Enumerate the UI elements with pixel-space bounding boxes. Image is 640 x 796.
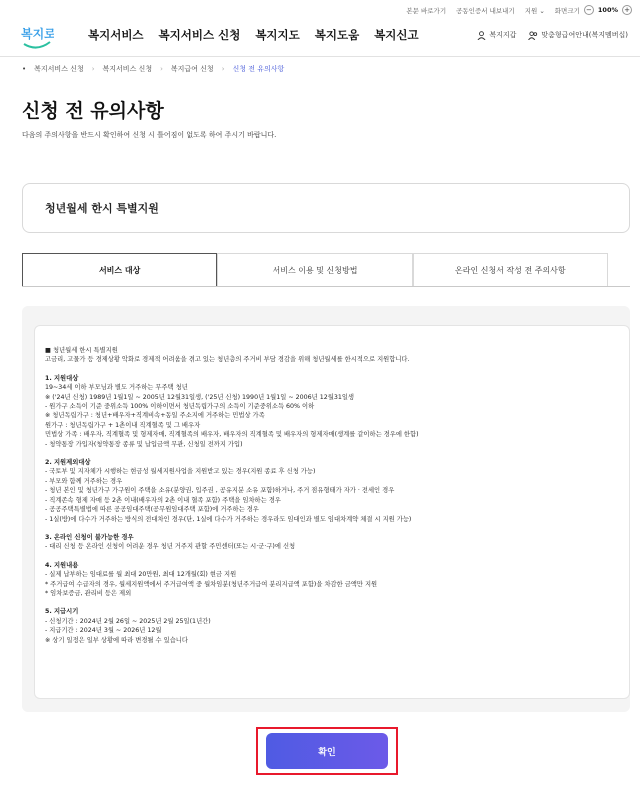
breadcrumb-separator: › bbox=[91, 65, 95, 73]
tab-bar bbox=[22, 253, 608, 287]
content-line: 고금리, 고물가 등 경제상황 악화로 경제적 어려움을 겪고 있는 청년층의 주거비 부담 경감을 위해 청년월세를 한시적으로 지원합니다. bbox=[45, 356, 410, 364]
zoom-value: 100% bbox=[597, 6, 618, 14]
content-line: 원가구 : 청년독립가구 + 1촌이내 직계혈족 및 그 배우자 bbox=[45, 421, 201, 429]
service-name: 청년월세 한시 특별지원 bbox=[45, 202, 159, 215]
breadcrumb-separator: › bbox=[160, 65, 163, 73]
user-icon bbox=[477, 31, 486, 40]
export-certificate-link[interactable]: 공동인증서 내보내기 bbox=[456, 6, 515, 15]
content-spacer bbox=[45, 598, 619, 607]
membership-label: 맞춤형급여안내(복지멤버십) bbox=[541, 31, 628, 39]
content-spacer bbox=[45, 552, 619, 561]
breadcrumb-item-1[interactable]: 복지서비스 신청 bbox=[34, 65, 84, 73]
logo-text: 복지로 bbox=[21, 27, 54, 41]
menu-welfare-service[interactable]: 복지서비스 bbox=[88, 28, 144, 42]
bokjiro-logo[interactable] bbox=[20, 22, 54, 52]
content-line: - 신청기간 : 2024년 2월 26일 ~ 2025년 2월 25일(1년간) bbox=[45, 617, 211, 625]
main-menu bbox=[88, 27, 419, 43]
service-target-content bbox=[34, 325, 630, 699]
breadcrumb-separator: › bbox=[221, 65, 225, 73]
content-line: - 대리 신청 등 온라인 신청이 어려운 경우 청년 거주지 관할 주민센터(또는 시·군·구)에 신청 bbox=[45, 543, 296, 551]
breadcrumb-item-2[interactable]: 복지서비스 신청 bbox=[102, 65, 153, 73]
page-description: 다음의 주의사항을 반드시 확인하여 신청 시 틀어짐이 없도록 하여 주시기 바랍니다. bbox=[22, 131, 277, 139]
menu-welfare-help[interactable]: 복지도움 bbox=[314, 28, 360, 42]
content-heading: 4. 지원내용 bbox=[45, 561, 79, 569]
content-line: ※ ('24년 신청) 1989년 1월1일 ~ 2005년 12월31일생, ('25년 신청) 1990년 1월1일 ~ 2006년 12월31일생 bbox=[45, 393, 354, 401]
logo-mark bbox=[20, 22, 54, 52]
content-line: - 원가구 소득이 기준 중위소득 100% 이하이면서 청년독립가구의 소득이 기준중위소득 60% 이하 bbox=[45, 403, 315, 411]
header-divider bbox=[0, 56, 640, 57]
content-heading: 3. 온라인 신청이 불가능한 경우 bbox=[45, 533, 134, 541]
content-line: ■ 청년월세 한시 특별지원 bbox=[45, 347, 118, 354]
page-title: 신청 전 유의사항 bbox=[22, 100, 164, 122]
content-spacer bbox=[45, 449, 619, 458]
content-spacer bbox=[45, 365, 619, 374]
zoom-label: 화면크기 bbox=[554, 6, 580, 15]
tab-usage-and-apply[interactable]: 서비스 이용 및 신청방법 bbox=[217, 253, 412, 287]
content-line: ※ 상기 일정은 일부 상황에 따라 변경될 수 있습니다 bbox=[45, 636, 188, 644]
content-line: ※ 청년독립가구 : 청년+배우자+직계비속+동일 주소지에 거주하는 민법상 가족 bbox=[45, 412, 265, 420]
zoom-control bbox=[555, 5, 632, 15]
content-line: - 실제 납부하는 임대료를 월 최대 20만원, 최대 12개월(회) 현금 지원 bbox=[45, 571, 237, 579]
content-line: - 청약통장 가입자(청약통장 종류 및 납입금액 무관, 신청일 전까지 가입) bbox=[45, 440, 243, 448]
service-name-box bbox=[22, 183, 630, 233]
content-heading: 1. 지원대상 bbox=[45, 374, 79, 382]
skip-to-content-link[interactable]: 본문 바로가기 bbox=[406, 6, 447, 15]
breadcrumb-current: 신청 전 유의사항 bbox=[232, 65, 285, 73]
content-heading: 5. 지급시기 bbox=[45, 608, 79, 616]
content-line: - 직계존속 형제 자매 등 2촌 이내(배우자의 2촌 이내 혈족 포함) 주택을 임차하는 경우 bbox=[45, 496, 281, 504]
content-line: - 국토부 및 지자체가 시행하는 현금성 월세지원사업을 지원받고 있는 경우(지원 종료 후 신청 가능) bbox=[45, 468, 316, 476]
content-line: - 부모와 함께 거주하는 경우 bbox=[45, 477, 123, 485]
content-line: - 지급기간 : 2024년 3월 ~ 2026년 12월 bbox=[45, 627, 162, 635]
logo-smile bbox=[24, 42, 50, 48]
breadcrumb bbox=[22, 64, 284, 74]
content-line: - 청년 본인 및 청년가구 가구원이 주택을 소유(분양권, 입주권 , 공유지분 소유 포함)하거나, 주거 점유형태가 자가 · 전세인 경우 bbox=[45, 487, 395, 495]
menu-welfare-report[interactable]: 복지신고 bbox=[374, 28, 419, 42]
content-line: - 공공주택특별법에 따른 공공임대주택(공무원임대주택 포함)에 거주하는 경우 bbox=[45, 506, 259, 514]
zoom-out-button[interactable]: − bbox=[584, 5, 594, 15]
tab-underline bbox=[22, 286, 630, 287]
content-line: * 주거급여 수급자의 경우, 월세지원액에서 주거급여액 중 월차임분(청년주거급여 분리지급액 포함)을 차감한 금액만 지원 bbox=[45, 580, 378, 588]
content-line: 민법상 가족 : 배우자, 직계혈족 및 형제자매, 직계혈족의 배우자, 배우자의 직계혈족 및 배우자의 형제자매(생계를 같이하는 경우에 한함) bbox=[45, 431, 419, 439]
utility-bar bbox=[0, 0, 640, 20]
tab-service-target[interactable]: 서비스 대상 bbox=[22, 253, 217, 287]
zoom-in-button[interactable]: + bbox=[622, 5, 632, 15]
content-line: 19~34세 이하 부모님과 별도 거주하는 무주택 청년 bbox=[45, 384, 188, 392]
content-heading: 2. 지원제외대상 bbox=[45, 459, 91, 467]
content-line: - 1실(방)에 다수가 거주하는 방식의 전대차인 경우(단, 1실에 다수가 거주하는 경우라도 임대인과 별도 임대차계약 체결 시 지원 가능) bbox=[45, 515, 412, 523]
welfare-wallet-label: 복지지갑 bbox=[489, 31, 517, 39]
confirm-button[interactable]: 확인 bbox=[266, 733, 388, 769]
region-select[interactable]: 지원 ⌄ bbox=[524, 6, 545, 15]
tab-online-caution[interactable]: 온라인 신청서 작성 전 주의사항 bbox=[413, 253, 608, 287]
breadcrumb-item-3[interactable]: 복지급여 신청 bbox=[170, 65, 214, 73]
content-line: * 임차보증금, 관리비 등은 제외 bbox=[45, 589, 132, 597]
menu-welfare-apply[interactable]: 복지서비스 신청 bbox=[158, 28, 241, 42]
content-spacer bbox=[45, 524, 619, 533]
global-navigation bbox=[0, 20, 640, 52]
people-icon bbox=[528, 31, 538, 40]
breadcrumb-home-dot: • bbox=[22, 65, 27, 73]
menu-welfare-map[interactable]: 복지지도 bbox=[255, 28, 300, 42]
gnb-right-links bbox=[477, 30, 628, 40]
welfare-wallet-link[interactable] bbox=[477, 30, 516, 40]
membership-link[interactable] bbox=[528, 30, 628, 40]
